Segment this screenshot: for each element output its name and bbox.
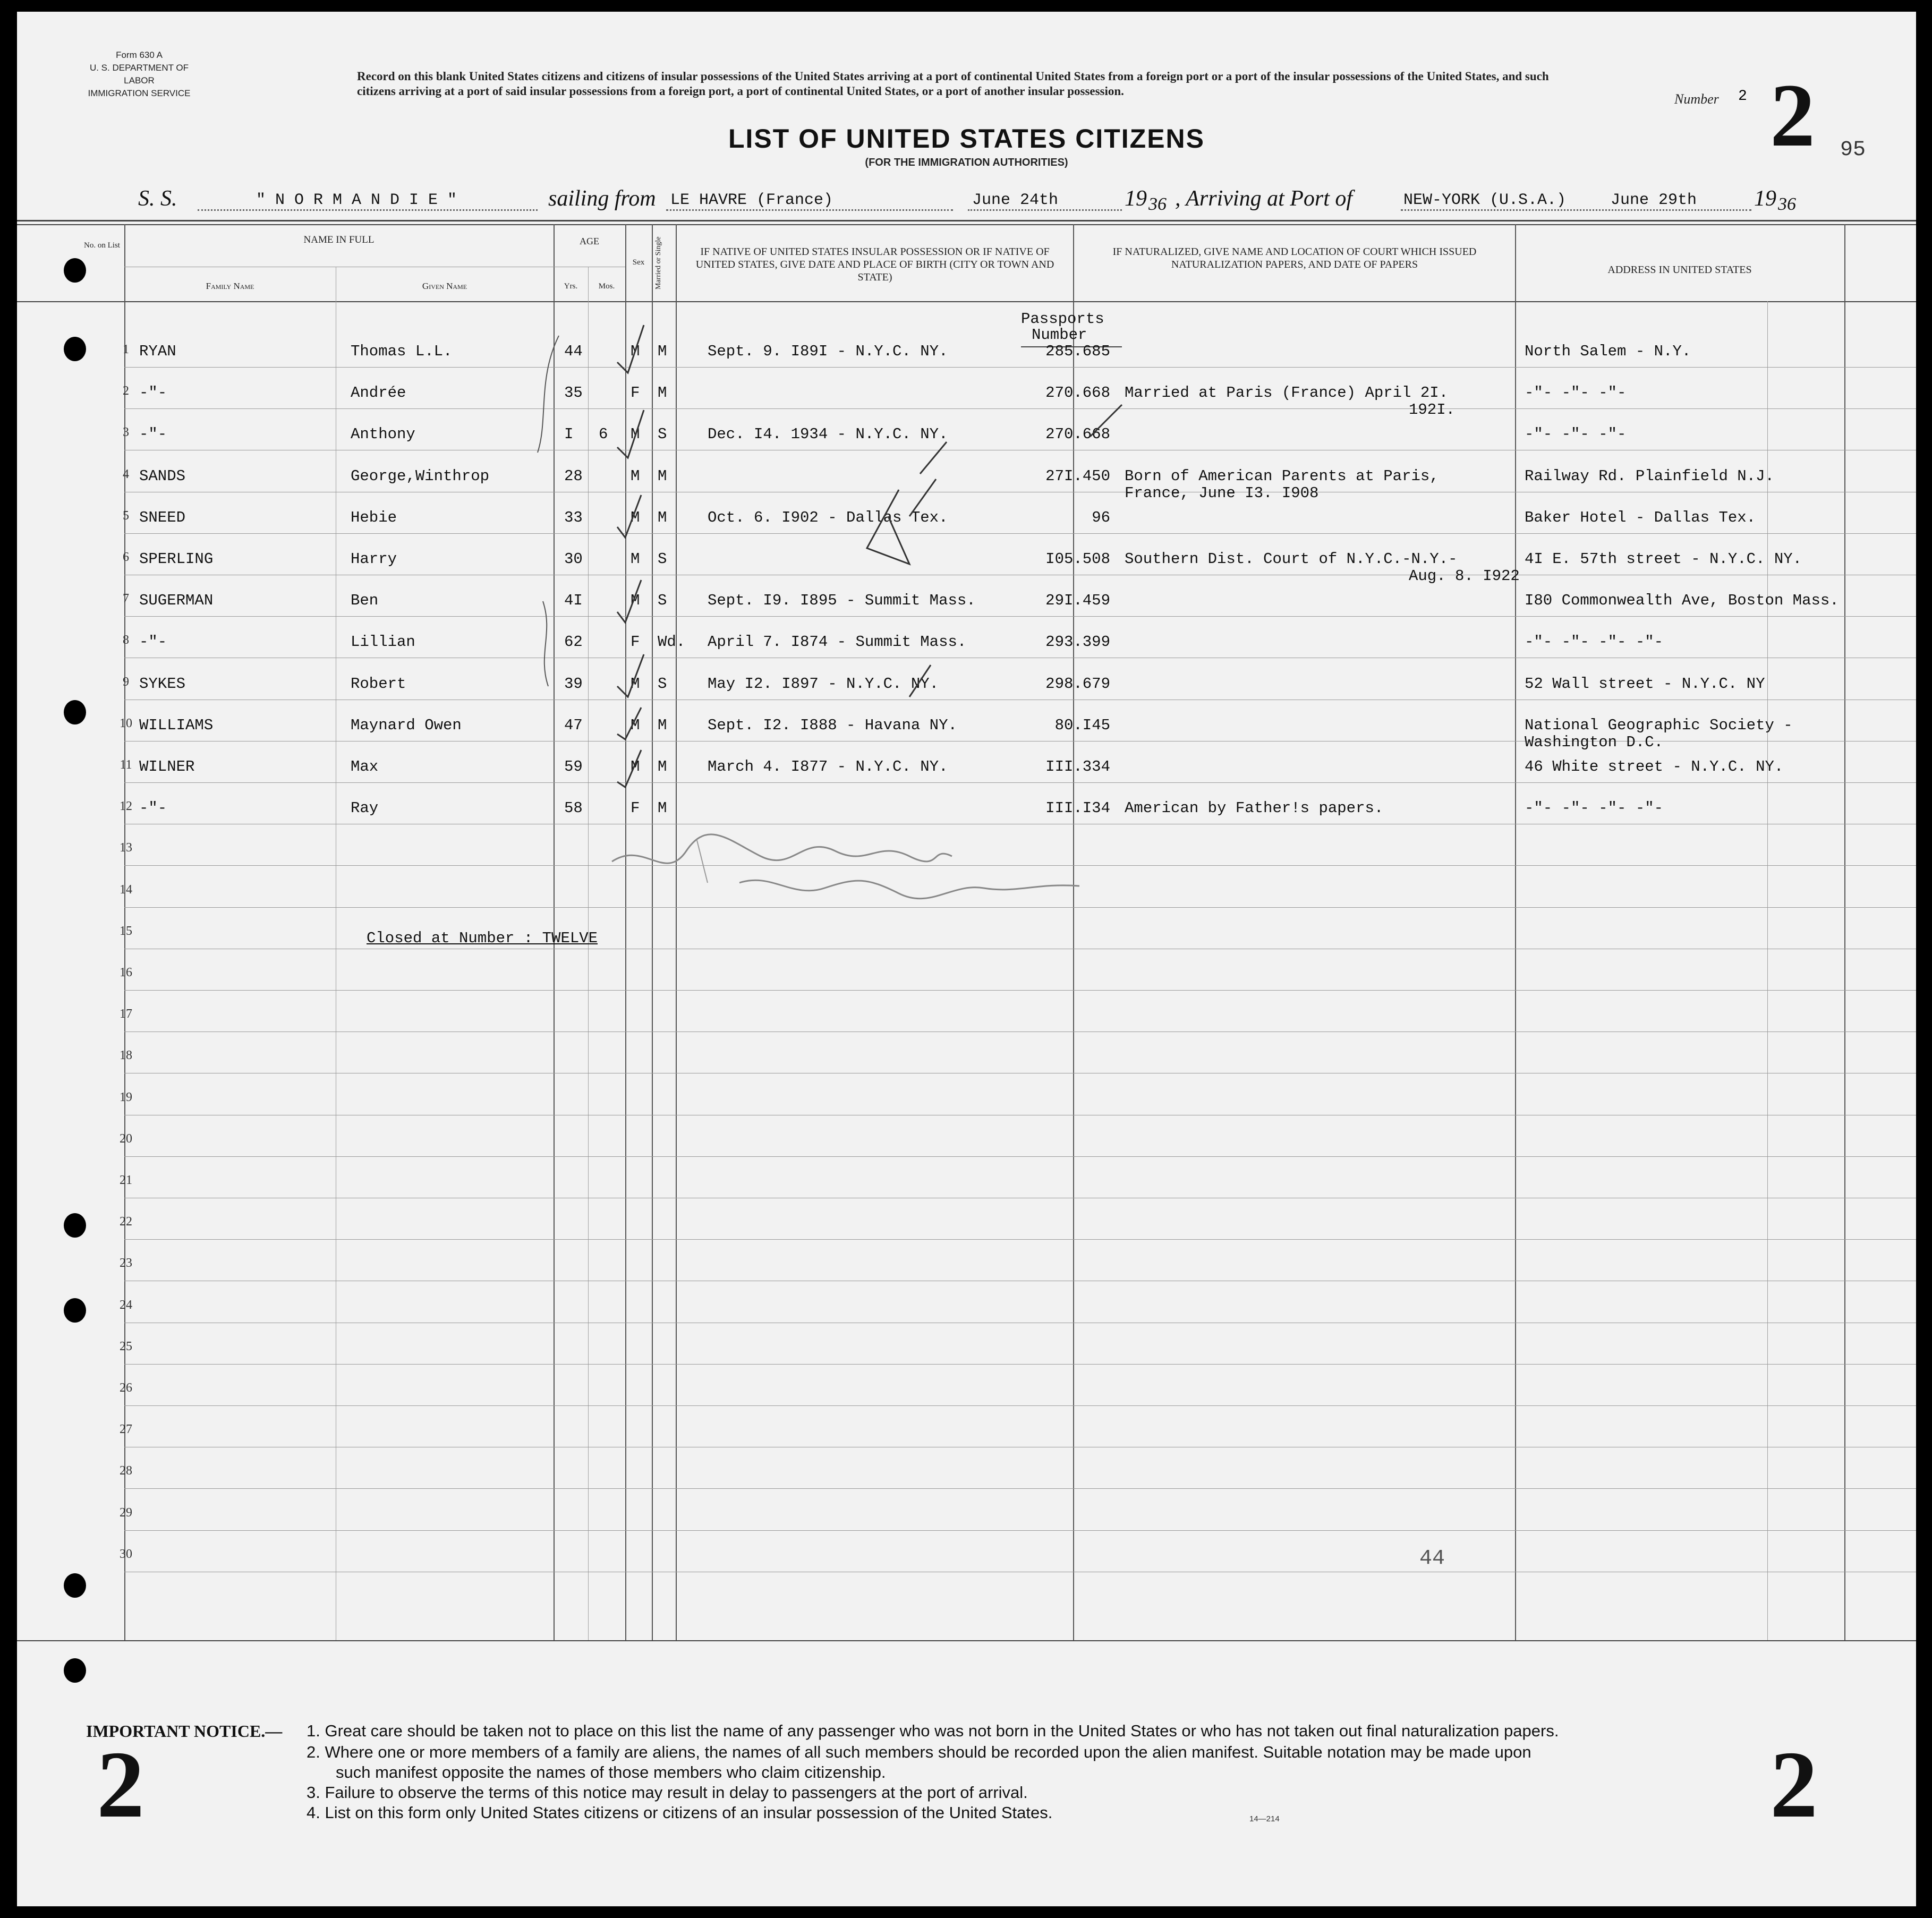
table-top-rule-2 — [17, 224, 1916, 225]
marital-status-cell: S — [658, 675, 667, 693]
table-bottom-rule — [17, 1640, 1916, 1641]
family-name-cell: SNEED — [139, 508, 186, 526]
address-cell: 46 White street - N.Y.C. NY. — [1525, 758, 1784, 775]
given-name-cell: Ray — [351, 799, 379, 817]
passport-number-cell: 80.I45 — [1054, 716, 1110, 734]
sex-cell: F — [631, 384, 640, 402]
age-years-cell: 4I — [564, 592, 583, 610]
marital-status-cell: S — [658, 425, 667, 444]
passport-number-cell: III.I34 — [1045, 799, 1110, 817]
address-cell-line2: Washington D.C. — [1525, 733, 1664, 751]
department-name: U. S. DEPARTMENT OF LABOR — [89, 63, 189, 86]
date-dotted-line — [968, 209, 1122, 211]
passport-number-cell: 293.399 — [1045, 633, 1110, 651]
row-number: 13 — [120, 841, 132, 855]
form-identification — [75, 49, 203, 100]
birth-place-date-cell: Sept. 9. I89I - N.Y.C. NY. — [708, 343, 948, 360]
passport-number-cell: 27I.450 — [1045, 467, 1110, 485]
age-years-cell: 28 — [564, 467, 583, 485]
passports-number-label: Number — [1032, 326, 1087, 344]
header-birth: IF NATIVE OF UNITED STATES INSULAR POSSESSION OR IF NATIVE OF UNITED STATES, GIVE DATE AND PLACE OF BIRTH (CITY OR TOWN AND STATE) — [695, 246, 1054, 283]
naturalization-cell: Born of American Parents at Paris, — [1125, 467, 1439, 485]
punch-hole — [64, 700, 86, 724]
row-number: 29 — [120, 1505, 132, 1520]
row-number: 10 — [120, 716, 132, 730]
number-value: 2 — [1738, 88, 1747, 105]
record-instructions: Record on this blank United States citizens and citizens of insular possessions of the United States arriving at a port of continental United States from a foreign port or a port of the insular possessions of the United States, and such citizens arriving at a port of said insular possessions from a foreign port, a port of continental United States, or a port of another insular possession. — [357, 70, 1549, 98]
given-name-cell: Maynard Owen — [351, 716, 462, 734]
age-years-cell: I — [564, 425, 574, 444]
service-name: IMMIGRATION SERVICE — [88, 88, 191, 98]
sex-cell: F — [631, 799, 640, 817]
row-number: 11 — [120, 758, 132, 772]
sex-cell: M — [631, 467, 640, 485]
row-number: 3 — [123, 425, 129, 440]
row-number: 28 — [120, 1464, 132, 1478]
year-prefix-1: 19 — [1125, 186, 1147, 211]
birth-place-date-cell: Oct. 6. I902 - Dallas Tex. — [708, 508, 948, 526]
given-name-cell: Hebie — [351, 508, 397, 526]
col-line — [1767, 301, 1768, 1640]
birth-place-date-cell: May I2. I897 - N.Y.C. NY. — [708, 675, 939, 693]
address-cell: -"- -"- -"- — [1525, 384, 1627, 402]
punch-hole — [64, 337, 86, 361]
marital-status-cell: M — [658, 467, 667, 485]
address-cell: Railway Rd. Plainfield N.J. — [1525, 467, 1774, 485]
row-number: 9 — [123, 675, 129, 689]
row-number: 4 — [123, 467, 129, 481]
row-number: 2 — [123, 384, 129, 398]
naturalization-cell-line2: 192I. — [1409, 401, 1456, 419]
ship-dotted-line — [198, 209, 538, 211]
marital-status-cell: M — [658, 758, 667, 775]
sex-cell: M — [631, 425, 640, 444]
given-name-cell: George,Winthrop — [351, 467, 490, 485]
marital-status-cell: S — [658, 550, 667, 568]
age-years-cell: 62 — [564, 633, 583, 651]
address-cell: I80 Commonwealth Ave, Boston Mass. — [1525, 592, 1839, 610]
header-naturalized: IF NATURALIZED, GIVE NAME AND LOCATION OF COURT WHICH ISSUED NATURALIZATION PAPERS, AND DATE OF PAPERS — [1112, 246, 1477, 270]
sex-cell: M — [631, 550, 640, 568]
row-number: 23 — [120, 1256, 132, 1271]
row-number: 20 — [120, 1131, 132, 1146]
passport-number-cell: III.334 — [1045, 758, 1110, 775]
birth-place-date-cell: Dec. I4. 1934 - N.Y.C. NY. — [708, 425, 948, 444]
notice-item-2-cont: such manifest opposite the names of those members who claim citizenship. — [336, 1763, 886, 1781]
arriving-label: , Arriving at Port of — [1175, 186, 1353, 211]
row-number: 18 — [120, 1048, 132, 1063]
passport-number-cell: I05.508 — [1045, 550, 1110, 568]
sex-cell: M — [631, 343, 640, 360]
family-name-cell: -"- — [139, 633, 167, 651]
marital-status-cell: M — [658, 716, 667, 734]
passport-number-cell: 285.685 — [1045, 343, 1110, 360]
family-name-cell: -"- — [139, 425, 167, 444]
family-name-cell: SPERLING — [139, 550, 214, 568]
address-cell: -"- -"- -"- — [1525, 425, 1627, 444]
port-dotted-line — [666, 209, 953, 211]
address-cell: -"- -"- -"- -"- — [1525, 799, 1664, 817]
address-cell: -"- -"- -"- -"- — [1525, 633, 1664, 651]
punch-hole — [64, 1213, 86, 1238]
row-rule — [124, 1530, 1916, 1531]
row-number: 27 — [120, 1422, 132, 1437]
row-number: 22 — [120, 1215, 132, 1229]
family-name-cell: -"- — [139, 384, 167, 402]
address-cell: National Geographic Society - — [1525, 716, 1793, 734]
header-address: ADDRESS IN UNITED STATES — [1607, 264, 1752, 276]
row-number: 15 — [120, 924, 132, 938]
departure-date: June 24th — [972, 191, 1059, 209]
address-cell: 4I E. 57th street - N.Y.C. NY. — [1525, 550, 1802, 568]
family-name-cell: RYAN — [139, 343, 176, 360]
age-years-cell: 58 — [564, 799, 583, 817]
ship-name: " N O R M A N D I E " — [256, 191, 457, 209]
big-number-left: 2 — [97, 1732, 144, 1837]
marital-status-cell: M — [658, 508, 667, 526]
row-number: 17 — [120, 1007, 132, 1021]
birth-place-date-cell: March 4. I877 - N.Y.C. NY. — [708, 758, 948, 775]
row-number: 26 — [120, 1381, 132, 1395]
marital-status-cell: M — [658, 384, 667, 402]
row-number: 25 — [120, 1339, 132, 1353]
family-name-cell: WILNER — [139, 758, 195, 775]
header-years: Yrs. — [564, 282, 578, 291]
row-number: 16 — [120, 966, 132, 979]
given-name-cell: Thomas L.L. — [351, 343, 453, 360]
col-line — [1515, 224, 1516, 1640]
big-number-stamp: 2 — [1770, 65, 1815, 165]
arrival-port: NEW-YORK (U.S.A.) — [1403, 191, 1567, 209]
sex-cell: M — [631, 508, 640, 526]
passports-label: Passports — [1021, 310, 1104, 328]
notice-lead: IMPORTANT NOTICE.— — [86, 1721, 283, 1741]
row-number: 24 — [120, 1298, 132, 1312]
age-years-cell: 47 — [564, 716, 583, 734]
naturalization-cell: American by Father!s papers. — [1125, 799, 1384, 817]
table-top-rule — [17, 220, 1916, 221]
family-name-cell: WILLIAMS — [139, 716, 214, 734]
age-months-cell: 6 — [599, 425, 608, 444]
page-title: LIST OF UNITED STATES CITIZENS — [728, 124, 1205, 154]
age-years-cell: 30 — [564, 550, 583, 568]
row-rule — [124, 1405, 1916, 1406]
family-name-cell: SUGERMAN — [139, 592, 214, 610]
sex-cell: M — [631, 716, 640, 734]
address-cell: 52 Wall street - N.Y.C. NY — [1525, 675, 1765, 693]
punch-hole — [64, 1658, 86, 1683]
header-no-on-list: No. on List — [84, 241, 120, 250]
row-number: 12 — [120, 799, 132, 814]
header-family-name: Family Name — [206, 281, 254, 291]
passport-number-cell: 29I.459 — [1045, 592, 1110, 610]
row-number: 21 — [120, 1173, 132, 1187]
birth-place-date-cell: Sept. I2. I888 - Havana NY. — [708, 716, 957, 734]
naturalization-cell-line2: Aug. 8. I922 — [1409, 567, 1520, 585]
closed-at-number-note: Closed at Number : TWELVE — [367, 930, 598, 947]
notice-item-2: 2. Where one or more members of a family are aliens, the names of all such members should be recorded upon the alien manifest. Suitable notation may be made upon — [307, 1743, 1531, 1761]
arrival-date: June 29th — [1611, 191, 1697, 209]
family-name-cell: SYKES — [139, 675, 186, 693]
col-line — [1844, 224, 1845, 1640]
departure-port: LE HAVRE (France) — [670, 191, 833, 209]
naturalization-cell-line2: France, June I3. I908 — [1125, 484, 1319, 502]
arrival-port-dotted-line — [1401, 209, 1751, 211]
age-years-cell: 33 — [564, 508, 583, 526]
row-rule — [124, 1156, 1916, 1157]
row-number: 7 — [123, 592, 129, 606]
birth-place-date-cell: Sept. I9. I895 - Summit Mass. — [708, 592, 976, 610]
header-given-name: Given Name — [422, 281, 467, 291]
header-married-single: Married or Single — [654, 236, 662, 289]
passport-number-cell: 298.679 — [1045, 675, 1110, 693]
header-sex: Sex — [632, 258, 645, 267]
age-years-cell: 39 — [564, 675, 583, 693]
notice-item-3: 3. Failure to observe the terms of this notice may result in delay to passengers at the port of arrival. — [307, 1783, 1028, 1802]
row-number: 1 — [123, 343, 129, 356]
page-subtitle: (FOR THE IMMIGRATION AUTHORITIES) — [865, 157, 1068, 168]
form-code: 14—214 — [1249, 1814, 1280, 1823]
punch-hole — [64, 1298, 86, 1323]
row-number: 8 — [123, 633, 129, 647]
marital-status-cell: M — [658, 343, 667, 360]
arrival-year: 36 — [1778, 194, 1796, 214]
notice-item-1: 1. Great care should be taken not to place on this list the name of any passenger who was not born in the United States or who has not taken out final naturalization papers. — [307, 1721, 1559, 1740]
address-cell: North Salem - N.Y. — [1525, 343, 1691, 360]
passport-number-cell: 270.668 — [1045, 384, 1110, 402]
departure-year: 36 — [1148, 194, 1167, 214]
marital-status-cell: Wd. — [658, 633, 686, 651]
row-number: 30 — [120, 1547, 132, 1561]
naturalization-cell: Married at Paris (France) April 2I. — [1125, 384, 1449, 402]
row-number: 14 — [120, 882, 132, 897]
manifest-sheet — [17, 12, 1916, 1906]
given-name-cell: Andrée — [351, 384, 406, 402]
check-marks — [527, 314, 1133, 846]
marital-status-cell: S — [658, 592, 667, 610]
birth-place-date-cell: April 7. I874 - Summit Mass. — [708, 633, 967, 651]
stamp-number: 44 — [1419, 1547, 1445, 1571]
sex-cell: M — [631, 758, 640, 775]
marital-status-cell: M — [658, 799, 667, 817]
sex-cell: M — [631, 675, 640, 693]
given-name-cell: Anthony — [351, 425, 415, 444]
year-prefix-2: 19 — [1754, 186, 1776, 211]
row-number: 6 — [123, 550, 129, 564]
big-number-right: 2 — [1770, 1732, 1818, 1837]
passport-number-cell: 270.668 — [1045, 425, 1110, 444]
punch-hole — [64, 258, 86, 283]
age-years-cell: 44 — [564, 343, 583, 360]
sailing-from-label: sailing from — [548, 186, 656, 211]
given-name-cell: Harry — [351, 550, 397, 568]
family-name-cell: SANDS — [139, 467, 186, 485]
notice-item-4: 4. List on this form only United States citizens or citizens of an insular possession of the United States. — [307, 1803, 1053, 1822]
given-name-cell: Ben — [351, 592, 379, 610]
given-name-cell: Robert — [351, 675, 406, 693]
row-rule — [124, 1488, 1916, 1489]
naturalization-cell: Southern Dist. Court of N.Y.C.-N.Y.- — [1125, 550, 1458, 568]
row-rule — [124, 1239, 1916, 1240]
sex-cell: M — [631, 592, 640, 610]
sex-cell: F — [631, 633, 640, 651]
age-years-cell: 59 — [564, 758, 583, 775]
row-number: 5 — [123, 508, 129, 523]
family-name-cell: -"- — [139, 799, 167, 817]
row-number: 19 — [120, 1090, 132, 1104]
punch-hole — [64, 1573, 86, 1598]
page-number: 95 — [1840, 138, 1866, 162]
row-rule — [124, 990, 1916, 991]
header-bottom-rule — [17, 301, 1916, 302]
given-name-cell: Lillian — [351, 633, 415, 651]
header-name-in-full: NAME IN FULL — [303, 234, 375, 245]
ss-label: S. S. — [138, 186, 177, 211]
header-months: Mos. — [598, 282, 615, 291]
address-cell: Baker Hotel - Dallas Tex. — [1525, 508, 1756, 526]
row-rule — [124, 1364, 1916, 1365]
passport-number-cell: 96 — [1092, 508, 1110, 526]
form-number: Form 630 A — [116, 50, 163, 60]
given-name-cell: Max — [351, 758, 379, 775]
number-label: Number — [1674, 91, 1719, 107]
age-years-cell: 35 — [564, 384, 583, 402]
header-age: AGE — [580, 236, 599, 246]
